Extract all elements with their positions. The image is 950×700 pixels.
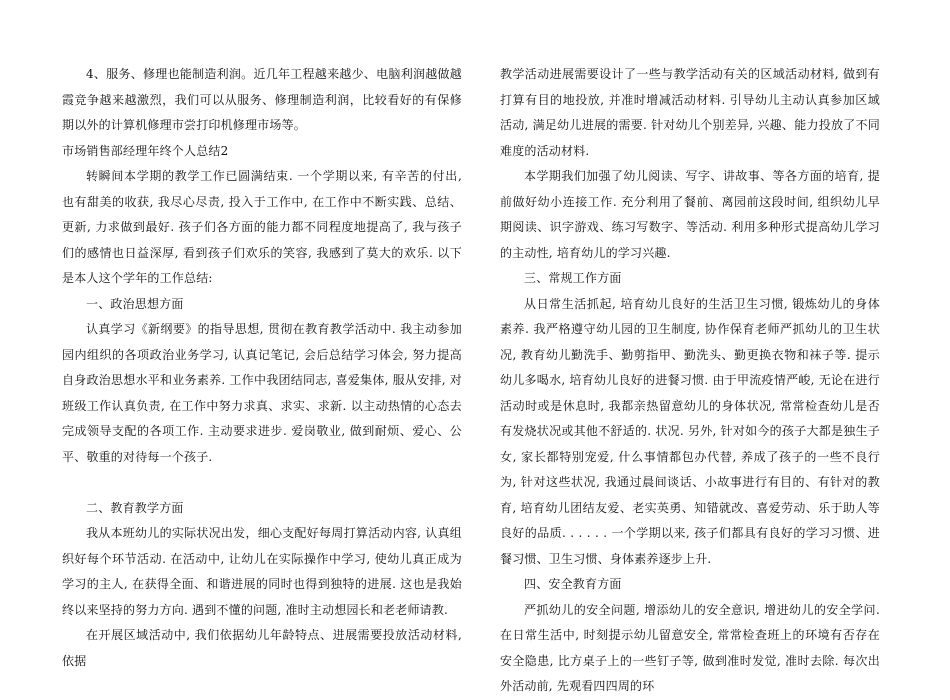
section-heading-teaching: 二、教育教学方面 — [86, 500, 184, 515]
paragraph-areas-continued: 教学活动进展需要设计了一些与教学活动有关的区域活动材料, 做到有打算有目的地投放, 并准时增减活动材料. 引导幼儿主动认真参加区域活动, 满足幼儿进展的需要. 针对幼儿个别差异, 兴趣、能力投放了不同难度的活动材料. — [500, 67, 880, 158]
paragraph-politics: 认真学习《新纲要》的指导思想, 贯彻在教育教学活动中. 我主动参加园内组织的各项政治业务学习, 认真记笔记, 会后总结学习体会, 努力提高自身政治思想水平和业务素养. 工作中我团结同志, 喜爱集体, 服从安排, 对班级工作认真负责, 在工作中努力求真、求实、求新. 以主动热情的心态去完成领导支配的各项工作. 主动要求进步. 爱岗敬业, 做到耐烦、爱心、公平、敬重的对待每一个孩子. — [62, 322, 462, 464]
paragraph-teaching: 我从本班幼儿的实际状况出发，细心支配好每周打算活动内容, 认真组织好每个环节活动. 在活动中, 让幼儿在实际操作中学习, 使幼儿真正成为学习的主人, 在获得全面、和谐进展的同时也得到独特的进展. 这也是我始终以来坚持的努力方向. 遇到不懂的问题, 准时主动想园长和老老师请教. — [62, 526, 462, 617]
left-column — [62, 62, 462, 674]
paragraph-routine: 从日常生活抓起, 培育幼儿良好的生活卫生习惯, 锻炼幼儿的身体素养. 我严格遵守幼儿园的卫生制度, 协作保育老师严抓幼儿的卫生状况, 教育幼儿勤洗手、勤剪指甲、勤洗头、勤更换衣物和袜子等. 提示幼儿多喝水, 培育幼儿良好的进餐习惯. 由于甲流疫情严峻, 无论在进行活动时或是休息时, 我都亲热留意幼儿的身体状况, 常常检查幼儿是否有发烧状况或其他不舒适的. 状况. 另外, 针对如今的孩子大都是独生子女, 家长都特别宠爱, 什么事情都包办代替, 养成了孩子的一些不良行为, 针对这些状况, 我通过晨间谈话、小故事进行有目的、有针对的教育, 培育幼儿团结友爱、老实英勇、知错就改、喜爱劳动、乐于助人等良好的品质. . . . . . 一个学期以来, 孩子们都具有良好的学习习惯、进餐习惯、卫生习惯、身体素养逐步上升. — [500, 296, 880, 566]
section-heading-politics: 一、政治思想方面 — [86, 296, 184, 311]
right-column — [500, 62, 880, 700]
paragraph-safety: 严抓幼儿的安全问题, 增添幼儿的安全意识, 增进幼儿的安全学问. 在日常生活中, 时刻提示幼儿留意安全, 常常检查班上的环境有否存在安全隐患, 比方桌子上的一些钉子等, 做到准时发觉, 准时去除. 每次出外活动前, 先观看四四周的环 — [500, 602, 880, 693]
document-title: 市场销售部经理年终个人总结2 — [62, 143, 229, 158]
paragraph-areas: 在开展区域活动中, 我们依据幼儿年龄特点、进展需要投放活动材料, 依据 — [62, 628, 462, 668]
paragraph-intro: 转瞬间本学期的教学工作已圆满结束. 一个学期以来, 有辛苦的付出, 也有甜美的收获, 我尽心尽责, 投入于工作中, 在工作中不断实践、总结、更新, 力求做到最好. 孩子们各方面的能力都不同程度地提高了, 我与孩子们的感情也日益深厚, 看到孩子们欢乐的笑容, 我感到了莫大的欢乐. 以下是本人这个学年的工作总结: — [62, 169, 462, 285]
paragraph-reading: 本学期我们加强了幼儿阅读、写字、讲故事、等各方面的培育, 提前做好幼小连接工作. 充分利用了餐前、离园前这段时间, 组织幼儿早期阅读、识字游戏、练习写数字、等活动. 利用多种形式提高幼儿学习的主动性, 培育幼儿的学习兴趣. — [500, 169, 880, 260]
section-heading-safety: 四、安全教育方面 — [524, 577, 622, 591]
paragraph-service-repair: 4、服务、修理也能制造利润。近几年工程越来越少、电脑利润越做越霞竞争越来越激烈，我们可以从服务、修理制造利润，比较看好的有保修期以外的计算机修理市尝打印机修理市场等。 — [62, 67, 462, 132]
blank-line — [62, 470, 462, 496]
section-heading-routine: 三、常规工作方面 — [524, 271, 622, 285]
